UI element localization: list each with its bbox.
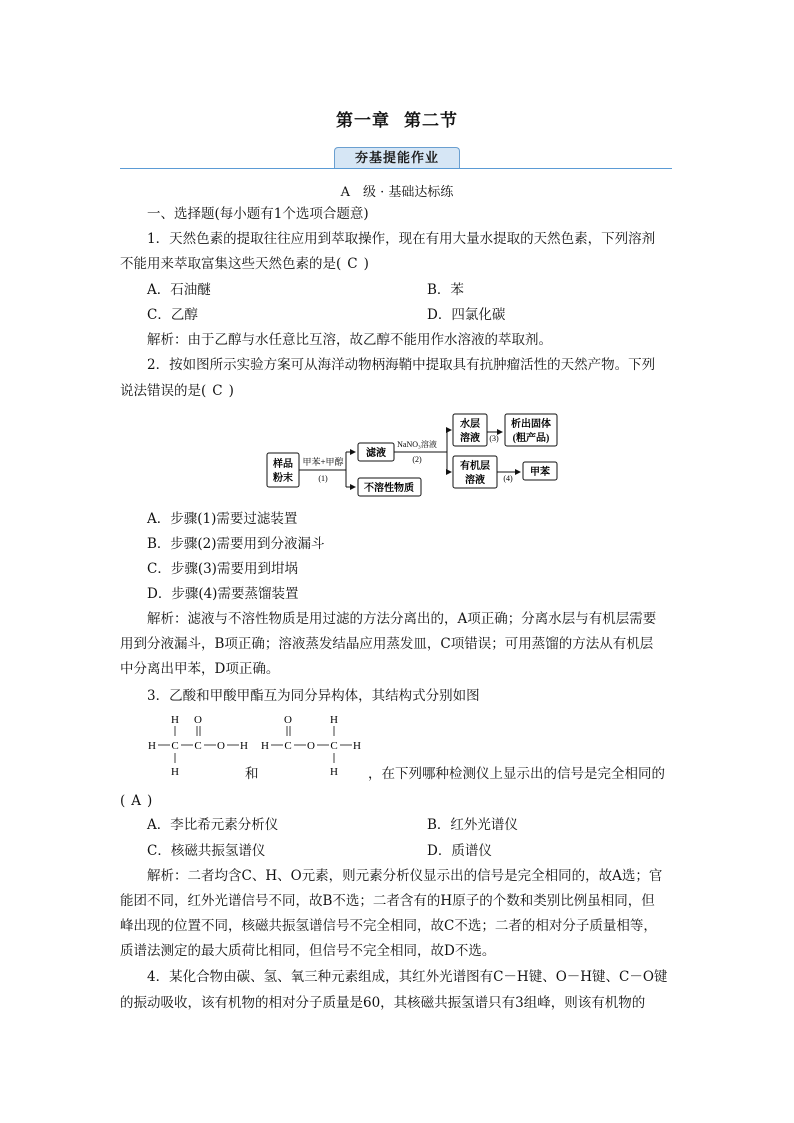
crude-label-2: (粗产品) [512, 433, 550, 444]
atom: H [148, 740, 156, 752]
reagent-label: NaNO₃溶液 [397, 440, 437, 449]
sample-label-1: 样品 [273, 459, 293, 470]
q3-analysis-line1: 解析：二者均含C、H、O元素，则元素分析仪显示出的信号是完全相同的，故A选；官 [147, 868, 663, 884]
section-title: 第二节 [404, 111, 458, 131]
level-heading: A 级 · 基础达标练 [340, 185, 454, 200]
q2-stem-text: 说法错误的是( [120, 383, 207, 399]
toluene-label: 甲苯 [530, 467, 550, 478]
q3-option-d: D．质谱仪 [427, 843, 492, 859]
q4-stem-line1: 4．某化合物由碳、氢、氧三种元素组成，其红外光谱图有C－H键、O－H键、C－O键 [147, 969, 668, 985]
q1-stem-line1: 1．天然色素的提取往往应用到萃取操作，现在有用大量水提取的天然色素，下列溶剂 [147, 231, 656, 247]
crude-label-1: 析出固体 [511, 419, 551, 430]
atom: H [330, 714, 338, 726]
q3-option-a: A．李比希元素分析仪 [147, 817, 279, 833]
q3-stem-open: ( [120, 793, 126, 809]
q3-analysis-line3: 峰出现的位置不同，核磁共振氢谱信号不完全相同，故C不选；二者的相对分子质量相等， [120, 918, 657, 934]
q1-stem-text: 不能用来萃取富集这些天然色素的是( [120, 256, 342, 272]
acetic-acid-formula [148, 714, 248, 778]
atom: C [194, 740, 202, 752]
step4-label: (4) [503, 474, 513, 483]
q1-stem-line2 [120, 255, 369, 273]
q1-option-a: A．石油醚 [147, 282, 211, 298]
chapter-title: 第一章 [336, 111, 390, 131]
organic-label-2: 溶液 [465, 475, 485, 486]
q3-and: 和 [245, 766, 259, 782]
q3-analysis-line4: 质谱法测定的最大质荷比相同，但信号不完全相同，故D不选。 [120, 943, 496, 959]
q1-stem-close: ) [363, 256, 369, 272]
q3-answer: A [131, 793, 142, 809]
q2-stem-line2 [120, 382, 234, 400]
q4-stem-line2: 的振动吸收，该有机物的相对分子质量是60，其核磁共振氢谱只有3组峰，则该有机物的 [120, 995, 646, 1011]
q2-option-b: B．步骤(2)需要用到分液漏斗 [147, 536, 325, 552]
atom: O [307, 740, 315, 752]
atom: C [330, 740, 338, 752]
q1-analysis: 解析：由于乙醇与水任意比互溶，故乙醇不能用作水溶液的萃取剂。 [147, 332, 552, 348]
aqueous-label-1: 水层 [460, 419, 480, 430]
atom: H [171, 766, 179, 778]
q2-analysis-line2: 用到分液漏斗，B项正确；溶液蒸发结晶应用蒸发皿，C项错误；可用蒸馏的方法从有机层 [120, 636, 654, 652]
aqueous-label-2: 溶液 [460, 433, 480, 444]
q3-option-c: C．核磁共振氢谱仪 [147, 843, 266, 859]
methyl-formate-formula [261, 714, 361, 778]
q2-analysis-line3: 中分离出甲苯，D项正确。 [120, 661, 280, 677]
q2-answer: C [212, 383, 223, 399]
q3-analysis-line2: 能团不同，红外光谱信号不同，故B不选；二者含有的H原子的个数和类别比例虽相同，但 [120, 893, 655, 909]
atom: O [194, 714, 202, 726]
step1-label: (1) [318, 474, 328, 483]
q3-stem-line1: 3．乙酸和甲酸甲酯互为同分异构体，其结构式分别如图 [147, 688, 480, 704]
q1-option-d: D．四氯化碳 [427, 307, 506, 323]
atom: H [240, 740, 248, 752]
part-heading: 一、选择题(每小题有1个选项合题意) [147, 206, 369, 222]
solvent-label: 甲苯+甲醇 [302, 457, 344, 467]
q3-stem-line2: ，在下列哪种检测仪上显示出的信号是完全相同的 [368, 766, 665, 782]
q3-stem-close: ) [147, 793, 153, 809]
q3-stem-line3 [120, 792, 152, 810]
q2-option-d: D．步骤(4)需要蒸馏装置 [147, 586, 299, 602]
homework-banner: 夯基提能作业 [334, 147, 460, 169]
page-title [0, 106, 794, 131]
insoluble-label: 不溶性物质 [364, 483, 414, 494]
atom: C [284, 740, 292, 752]
q2-stem-close: ) [228, 383, 234, 399]
q1-answer: C [347, 256, 358, 272]
atom: H [171, 714, 179, 726]
q2-stem-line1: 2．按如图所示实验方案可从海洋动物柄海鞘中提取具有抗肿瘤活性的天然产物。下列 [147, 357, 656, 373]
atom: H [330, 766, 338, 778]
q1-option-c: C．乙醇 [147, 307, 198, 323]
step3-label: (3) [489, 434, 499, 443]
filtrate-label: 滤液 [366, 448, 386, 459]
q1-option-b: B．苯 [427, 282, 464, 298]
atom: H [353, 740, 361, 752]
banner-divider [120, 168, 672, 169]
q2-option-c: C．步骤(3)需要用到坩埚 [147, 561, 298, 577]
sample-label-2: 粉末 [273, 473, 293, 484]
atom: O [284, 714, 292, 726]
q2-analysis-line1: 解析：滤液与不溶性物质是用过滤的方法分离出的，A项正确；分离水层与有机层需要 [147, 611, 657, 627]
atom: C [171, 740, 179, 752]
q3-option-b: B．红外光谱仪 [427, 817, 518, 833]
atom: O [217, 740, 225, 752]
q2-option-a: A．步骤(1)需要过滤装置 [147, 511, 298, 527]
step2-label: (2) [412, 455, 422, 464]
extraction-flow-diagram [262, 410, 562, 500]
organic-label-1: 有机层 [460, 461, 490, 472]
atom: H [261, 740, 269, 752]
